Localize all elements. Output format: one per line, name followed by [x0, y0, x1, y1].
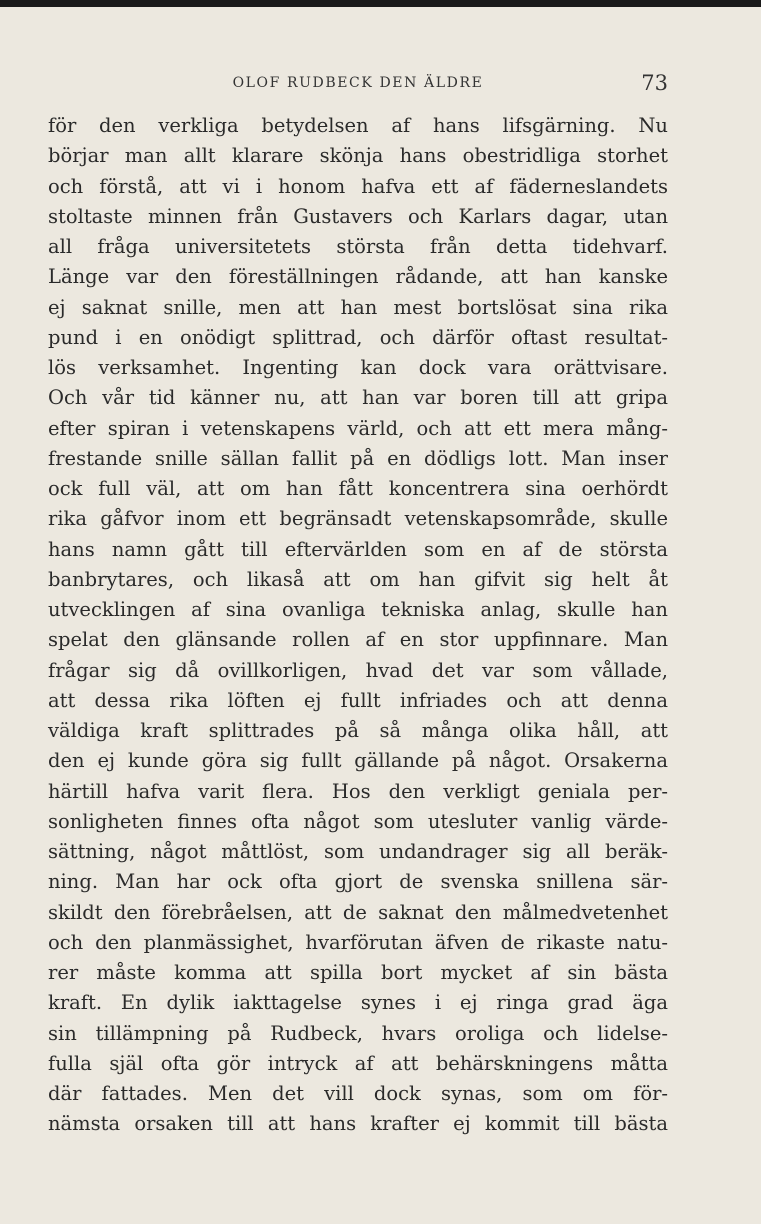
body-text: [48, 111, 668, 1140]
text-line: börjar man allt klarare skönja hans obestridliga storhet: [48, 144, 668, 168]
text-line: sin tillämpning på Rudbeck, hvars oroliga och lidelse-: [48, 1021, 668, 1045]
text-line: ej saknat snille, men att han mest bortslösat sina rika: [48, 295, 668, 319]
text-line: väldiga kraft splittrades på så många olika håll, att: [48, 719, 668, 742]
text-line: skildt den förebråelsen, att de saknat den målmedvetenhet: [48, 900, 668, 924]
text-line: och den planmässighet, hvarförutan äfven de rikaste natu-: [48, 930, 668, 954]
text-line: spelat den glänsande rollen af en stor uppfinnare. Man: [48, 628, 668, 652]
text-line: utvecklingen af sina ovanliga tekniska anlag, skulle han: [48, 598, 668, 621]
text-line: frågar sig då ovillkorligen, hvad det var som vållade,: [48, 658, 668, 682]
text-line: sättning, något måttlöst, som undandrager sig all beräk-: [48, 840, 668, 863]
top-edge-border: [0, 0, 761, 7]
text-line: hans namn gått till eftervärlden som en af de största: [48, 537, 668, 561]
running-title: OLOF RUDBECK DEN ÄLDRE: [232, 75, 484, 91]
text-line: den ej kunde göra sig fullt gällande på något. Orsakerna: [48, 749, 668, 773]
text-line: sonligheten finnes ofta något som utesluter vanlig värde-: [48, 809, 668, 833]
text-line: kraft. En dylik iakttagelse synes i ej ringa grad äga: [48, 991, 668, 1015]
page-number: 73: [641, 71, 668, 95]
text-line: där fattades. Men det vill dock synas, som om för-: [48, 1082, 668, 1105]
text-line: stoltaste minnen från Gustavers och Karlars dagar, utan: [48, 204, 668, 228]
text-line: Och vår tid känner nu, att han var boren till att gripa: [48, 386, 668, 410]
text-line: Länge var den föreställningen rådande, att han kanske: [48, 265, 668, 289]
book-page: [0, 7, 761, 1224]
text-line: frestande snille sällan fallit på en dödligs lott. Man inser: [48, 446, 668, 470]
text-line: lös verksamhet. Ingenting kan dock vara orättvisare.: [48, 356, 668, 379]
text-line: för den verkliga betydelsen af hans lifsgärning. Nu: [48, 114, 668, 137]
text-line: pund i en onödigt splittrad, och därför oftast resultat-: [48, 325, 668, 349]
text-line: ning. Man har ock ofta gjort de svenska snillena sär-: [48, 870, 668, 894]
text-line: rer måste komma att spilla bort mycket af sin bästa: [48, 961, 668, 984]
text-line: all fråga universitetets största från detta tidehvarf.: [48, 235, 668, 258]
text-line: efter spiran i vetenskapens värld, och att ett mera mång-: [48, 416, 668, 440]
text-line: att dessa rika löften ej fullt infriades och att denna: [48, 688, 668, 712]
text-line: banbrytares, och likaså att om han gifvit sig helt åt: [48, 567, 668, 591]
text-line: nämsta orsaken till att hans krafter ej kommit till bästa: [48, 1112, 668, 1136]
text-line: härtill hafva varit flera. Hos den verkligt geniala per-: [48, 779, 668, 803]
text-line: fulla själ ofta gör intryck af att behärskningens måtta: [48, 1051, 668, 1075]
running-head: [48, 71, 668, 99]
text-line: rika gåfvor inom ett begränsadt vetenskapsområde, skulle: [48, 507, 668, 531]
text-line: och förstå, att vi i honom hafva ett af fäderneslandets: [48, 174, 668, 198]
text-line: ock full väl, att om han fått koncentrera sina oerhördt: [48, 477, 668, 500]
